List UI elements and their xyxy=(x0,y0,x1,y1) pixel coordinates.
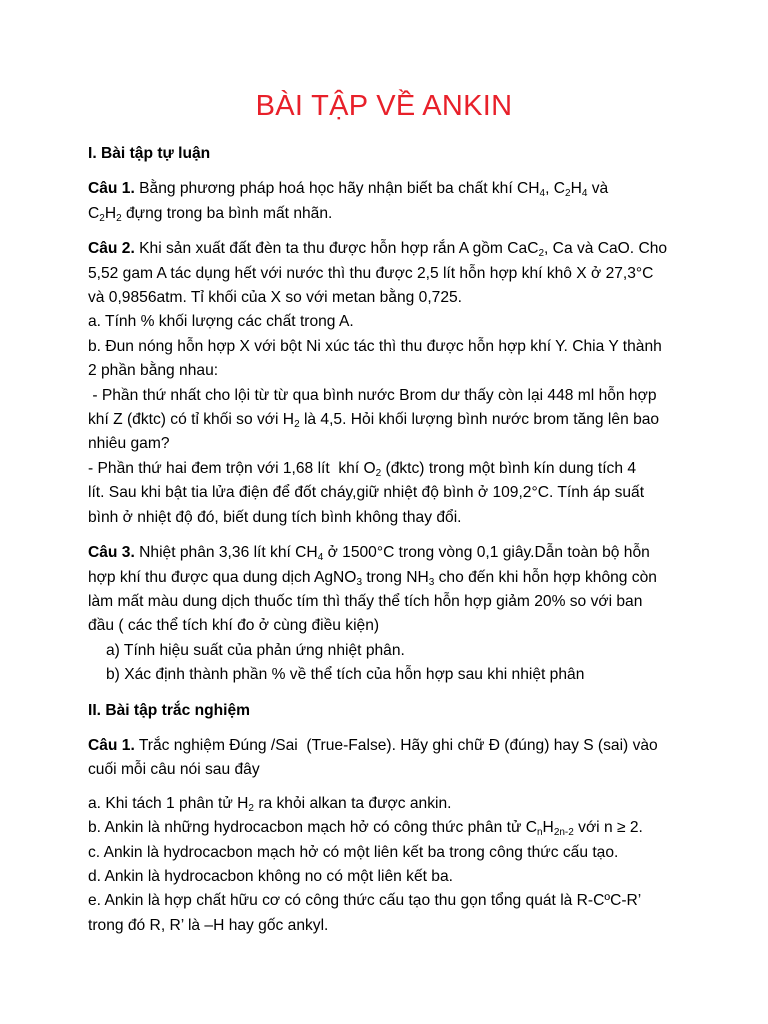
question-3-line-3: làm mất màu dung dịch thuốc tím thì thấy thể tích hỗn hợp giảm 20% so với ban xyxy=(88,592,643,610)
question-2-part-b: b. Đun nóng hỗn hợp X với bột Ni xúc tác thì thu được hỗn hợp khí Y. Chia Y thành xyxy=(88,337,662,355)
mc-question-1-line-2: cuối mỗi câu nói sau đây xyxy=(88,761,260,779)
question-1-line-1: Câu 1. Bằng phương pháp hoá học hãy nhận biết ba chất khí $CH_4$, $C_2H_4$ và xyxy=(88,180,609,200)
question-2-essay xyxy=(88,237,728,530)
question-3-line-4: đầu ( các thể tích khí đo ở cùng điều kiện) xyxy=(88,617,380,635)
document-body xyxy=(88,142,728,938)
statement-e-continued: trong đó R, R’ là –H hay gốc ankyl. xyxy=(88,916,329,934)
statement-e: e. Ankin là hợp chất hữu cơ có công thức cấu tạo thu gọn tổng quát là R-CºC-R’ xyxy=(88,892,642,910)
question-2-line-1: Câu 2. Khi sản xuất đất đèn ta thu được hỗn hợp rắn A gồm CaC$_2$, Ca và CaO. Cho xyxy=(88,240,668,260)
question-label: Câu 1. xyxy=(88,180,135,198)
mc-question-1-line-1: Câu 1. Trắc nghiệm Đúng /Sai (True-False). Hãy ghi chữ Đ (đúng) hay S (sai) vào xyxy=(88,736,658,754)
question-3-part-a: a) Tính hiệu suất của phản ứng nhiệt phân. xyxy=(106,641,405,659)
question-2-line-9: nhiêu gam? xyxy=(88,435,170,453)
question-3-line-2: hợp khí thu được qua dung dịch AgNO$_3$ trong $NH_3$ cho đến khi hỗn hợp không còn xyxy=(88,568,657,588)
question-label: Câu 2. xyxy=(88,240,135,258)
statement-a: a. Khi tách 1 phân tử $H_2$ ra khỏi alkan ta được ankin. xyxy=(88,794,452,814)
question-3-essay xyxy=(88,541,728,687)
question-2-line-2: 5,52 gam A tác dụng hết với nước thì thu được 2,5 lít hỗn hợp khí khô X ở 27,3°C xyxy=(88,264,654,282)
question-2-line-7: - Phần thứ nhất cho lội từ từ qua bình nước Brom dư thấy còn lại 448 ml hỗn hợp xyxy=(88,386,657,404)
question-1-essay xyxy=(88,177,728,226)
section-1-heading: I. Bài tập tự luận xyxy=(88,145,211,162)
question-label: Câu 1. xyxy=(88,736,135,754)
question-3-line-1: Câu 3. Nhiệt phân 3,36 lít khí $CH_4$ ở 1500°C trong vòng 0,1 giây.Dẫn toàn bộ hỗn xyxy=(88,544,650,564)
question-2-line-10: - Phần thứ hai đem trộn với 1,68 lít khí $O_2$ (đktc) trong một bình kín dung tích 4 xyxy=(88,459,637,479)
question-2-line-6: 2 phần bằng nhau: xyxy=(88,362,219,380)
statement-d: d. Ankin là hydrocacbon không no có một liên kết ba. xyxy=(88,867,453,885)
statement-c: c. Ankin là hydrocacbon mạch hở có một liên kết ba trong công thức cấu tạo. xyxy=(88,843,619,861)
question-2-part-a: a. Tính % khối lượng các chất trong A. xyxy=(88,313,354,331)
question-label: Câu 3. xyxy=(88,544,135,562)
question-1-multiple-choice xyxy=(88,734,728,938)
statement-b: b. Ankin là những hydrocacbon mạch hở có công thức phân tử $C_nH_{2n-2}$ với n ≥ 2. xyxy=(88,819,643,839)
question-2-line-11: lít. Sau khi bật tia lửa điện để đốt cháy,giữ nhiệt độ bình ở 109,2°C. Tính áp suất xyxy=(88,484,645,502)
question-2-line-8: khí Z (đktc) có tỉ khối so với $H_2$ là 4,5. Hỏi khối lượng bình nước brom tăng lên bao xyxy=(88,411,660,431)
section-2-heading: II. Bài tập trắc nghiệm xyxy=(88,701,251,719)
question-2-line-12: bình ở nhiệt độ đó, biết dung tích bình không thay đổi. xyxy=(88,508,462,526)
question-1-line-2: $C_2H_2$ đựng trong ba bình mất nhãn. xyxy=(88,204,333,224)
document-title: BÀI TẬP VỀ ANKIN xyxy=(255,90,513,122)
question-3-part-b: b) Xác định thành phần % về thể tích của hỗn hợp sau khi nhiệt phân xyxy=(106,666,585,684)
question-2-line-3: và 0,9856atm. Tỉ khối của X so với metan bằng 0,725. xyxy=(88,289,463,307)
